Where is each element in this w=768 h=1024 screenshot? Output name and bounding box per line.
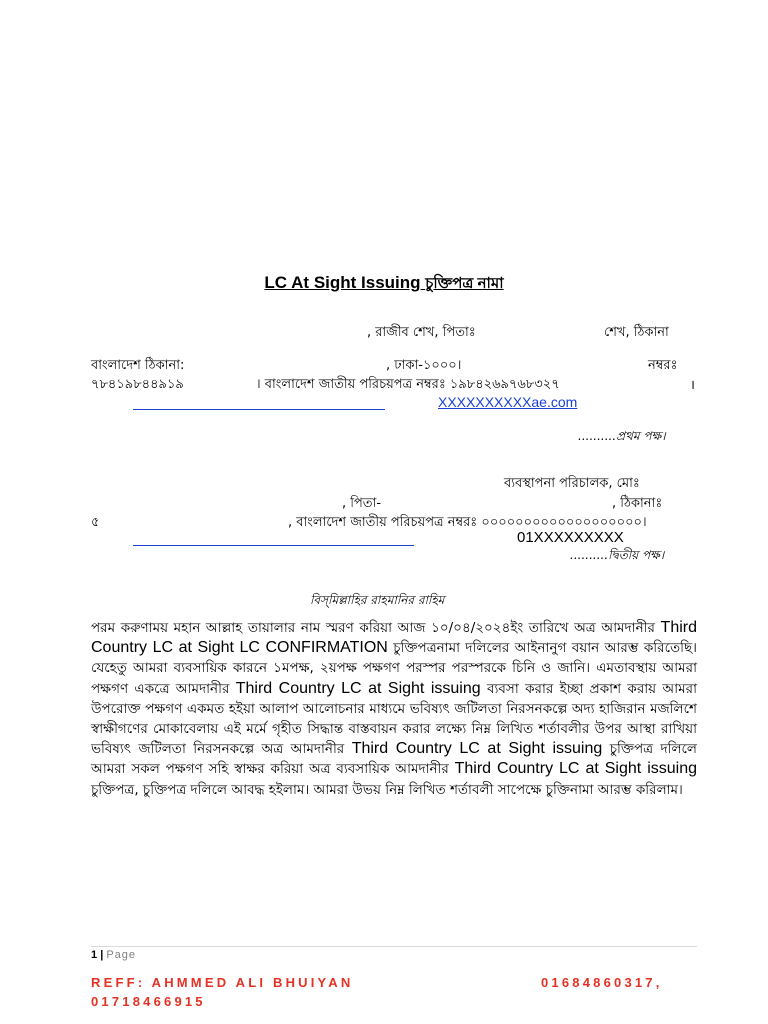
- party2-address-num: ৫: [91, 515, 100, 530]
- party1-nid: । বাংলাদেশ জাতীয় পরিচয়পত্র নম্বরঃ ১৯৮৪২৬৯৭৬৮৩২৭: [256, 377, 560, 392]
- party1-phone: ৭৮৪১৯৮৪৪৯১৯: [91, 377, 184, 392]
- agreement-body: [91, 618, 697, 800]
- footer-reff: REFF: AHMMED ALI BHUIYAN: [91, 975, 354, 990]
- party2-address-label: , ঠিকানাঃ: [612, 496, 663, 511]
- document-title: [0, 272, 768, 297]
- body-text-2: চুক্তিপত্রনামা দলিলের আইনানুগ বয়ান আরম্ভ করিতেছি। যেহেতু আমরা ব্যবসায়িক কারনে ১মপক্ষ, ২য়পক্ষ পক্ষগণ পরস্পর পরস্পরকে চিনি ও জানি। এমতাবস্থায় আমরা পক্ষগণ একত্রে আমদানীর: [91, 640, 698, 697]
- body-english-2: Third Country LC at Sight issuing: [235, 679, 481, 697]
- party1-email-link[interactable]: XXXXXXXXXXae.com: [438, 394, 578, 410]
- body-text-1: পরম করুণাময় মহান আল্লাহ তায়ালার নাম স্মরণ করিয়া আজ ১০/০৪/২০২৪ইং তারিখে অত্র আমদানীর: [91, 620, 661, 636]
- body-text-5: চুক্তিপত্র, চুক্তিপত্র দলিলে আবদ্ধ হইলাম। আমরা উভয় নিম্ন লিখিত শর্তাবলী সাপেক্ষে চুক্তিনামা আরম্ভ করিলাম।: [91, 781, 683, 798]
- title-english: LC At Sight Issuing: [264, 273, 421, 292]
- party2-father: , পিতা-: [342, 496, 382, 511]
- party1-line1-right: শেখ, ঠিকানা: [604, 325, 669, 340]
- party1-line1: , রাজীব শেখ, পিতাঃ: [367, 325, 476, 340]
- party2-line1: ব্যবস্থাপনা পরিচালক, মোঃ: [504, 476, 640, 491]
- second-party-label: ..........দ্বিতীয় পক্ষ।: [570, 548, 665, 562]
- title-bangla: চুক্তিপত্র নামা: [425, 275, 504, 292]
- page-number: [91, 949, 136, 961]
- party2-blank-line: [133, 545, 414, 546]
- footer-rule: [91, 946, 697, 947]
- page-label: Page: [106, 949, 137, 961]
- bismillah-heading: বিস্‌মিল্লাহির রাহমানির রাহিম: [310, 593, 445, 607]
- party1-end-mark: ।: [690, 378, 695, 393]
- party1-blank-line: [133, 409, 385, 410]
- party1-address-city: , ঢাকা-১০০০।: [386, 358, 462, 373]
- party1-number-label: নম্বরঃ: [648, 358, 678, 373]
- body-text-4: চুক্তিপত্র দলিলে আমরা সকল পক্ষগণ সহি স্বাক্ষর করিয়া অত্র ব্যবসায়িক আমদানীর: [91, 741, 697, 778]
- footer-phone-2: 01718466915: [91, 994, 206, 1009]
- party2-nid: , বাংলাদেশ জাতীয় পরিচয়পত্র নম্বরঃ ০০০০০০০০০০০০০০০০০০০।: [288, 515, 647, 530]
- footer-phone-1: 01684860317,: [541, 975, 663, 990]
- body-text-3: ব্যবসা করার ইচ্ছা প্রকাশ করায় আমরা উপরোক্ত পক্ষগণ একমত হইয়া আলাপ আলোচনার মাধ্যমে ভবিষ্যৎ জটিলতা নিরসনকল্পে অদ্য হাজিরান মজলিশে স্বাক্ষীগণের মোকাবেলায় এই মর্মে গৃহীত সিদ্ধান্ত বাস্তবায়ন করার লক্ষ্যে নিম্ন লিখিত শর্তাবলীর উপর আস্থা রাখিয়া ভবিষ্যৎ জটিলতা নিরসনকল্পে অত্র আমদানীর: [91, 680, 698, 758]
- party2-phone: 01XXXXXXXXX: [517, 529, 624, 546]
- first-party-label: ..........প্রথম পক্ষ।: [578, 429, 666, 443]
- page-separator: |: [100, 949, 104, 961]
- party1-address-label: বাংলাদেশ ঠিকানা:: [91, 358, 185, 373]
- body-english-1: Third Country LC at Sight LC CONFIRMATION: [91, 619, 697, 657]
- body-english-3: Third Country LC at Sight issuing: [351, 740, 603, 758]
- page-number-value: 1: [91, 949, 98, 961]
- body-english-4: Third Country LC at Sight issuing: [454, 760, 697, 778]
